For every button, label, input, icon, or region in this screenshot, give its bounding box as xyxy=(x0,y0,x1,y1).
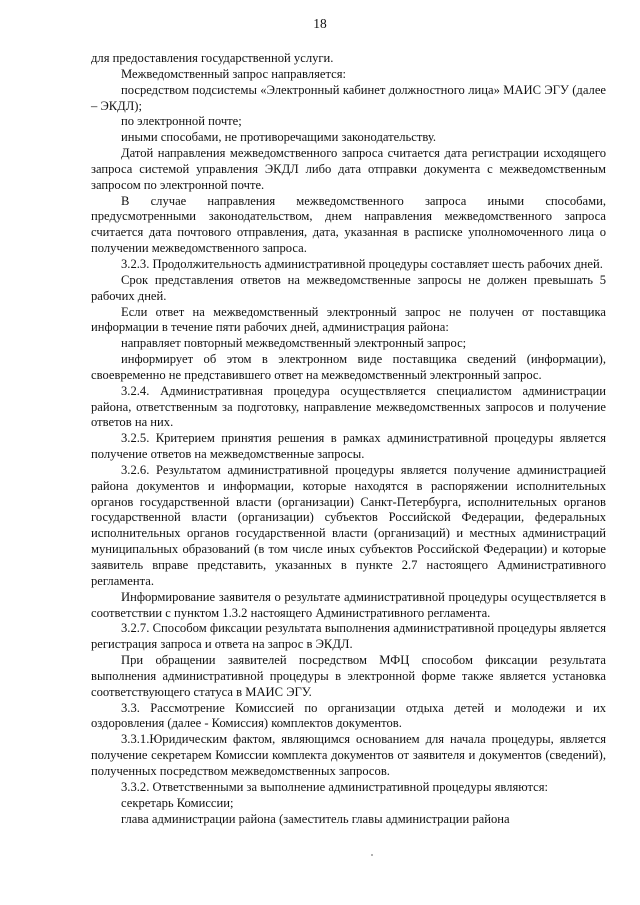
scan-speck xyxy=(371,854,373,856)
paragraph: Если ответ на межведомственный электронный запрос не получен от поставщика информации в течение пяти рабочих дней, администрация района: xyxy=(91,304,606,335)
paragraph: Датой направления межведомственного запроса считается дата регистрации исходящего запроса системой управления ЭКДЛ либо дата отправки документа с межведомственным запросом по электронной почте. xyxy=(91,146,606,192)
paragraph: 3.3.2. Ответственными за выполнение административной процедуры являются: xyxy=(121,779,549,794)
paragraph: по электронной почте; xyxy=(121,114,242,129)
paragraph: направляет повторный межведомственный электронный запрос; xyxy=(121,336,467,351)
paragraph: 3.2.5. Критерием принятия решения в рамках административной процедуры является получение ответов на межведомственные запросы. xyxy=(91,431,606,462)
paragraph: В случае направления межведомственного запроса иными способами, предусмотренными законодательством, днем направления межведомственного запроса считается дата почтового отправления, дата, указанная в расписке уполномоченного лица о получении межведомственного запроса. xyxy=(91,193,606,256)
paragraph: глава администрации района (заместитель главы администрации района xyxy=(121,811,510,826)
paragraph: При обращении заявителей посредством МФЦ способом фиксации результата выполнения административной процедуры в электронной форме также является установка соответствующего статуса в МАИС ЭГУ. xyxy=(91,653,606,699)
paragraph: Информирование заявителя о результате административной процедуры осуществляется в соответствии с пунктом 1.3.2 настоящего Административного регламента. xyxy=(91,589,606,620)
paragraph: Межведомственный запрос направляется: xyxy=(121,66,346,81)
paragraph: 3.3.1.Юридическим фактом, являющимся основанием для начала процедуры, является получение секретарем Комиссии комплекта документов от заявителя и документов (сведений), полученных посредством межведомственных запросов. xyxy=(91,732,606,778)
paragraph: 3.2.7. Способом фиксации результата выполнения административной процедуры является регистрация запроса и ответа на запрос в ЭКДЛ. xyxy=(91,621,606,652)
paragraph: 3.2.3. Продолжительность административной процедуры составляет шесть рабочих дней. xyxy=(121,256,603,271)
page-number: 18 xyxy=(313,16,327,31)
paragraph: посредством подсистемы «Электронный кабинет должностного лица» МАИС ЭГУ (далее – ЭКДЛ); xyxy=(91,82,606,113)
paragraph: 3.2.6. Результатом административной процедуры является получение администрацией района документов и информации, которые находятся в распоряжении исполнительных органов государственной власти (организации) Санкт-Петербурга, исполнительных органов государственной власти (организации) субъектов Российской Федерации, федеральных исполнительных органов государственной власти (организаций) и местных администраций муниципальных образований (в том числе иных субъектов Российской Федерации) и которые заявитель вправе представить, указанных в пункте 2.7 настоящего Административного регламента. xyxy=(91,462,606,588)
paragraph: для предоставления государственной услуги. xyxy=(91,51,334,65)
body-text xyxy=(91,51,606,827)
paragraph: секретарь Комиссии; xyxy=(121,795,234,810)
paragraph: 3.2.4. Административная процедура осуществляется специалистом администрации района, ответственным за подготовку, направление межведомственных запросов и получение ответов на них. xyxy=(91,383,606,430)
paragraph: 3.3. Рассмотрение Комиссией по организации отдыха детей и молодежи и их оздоровления (далее - Комиссия) комплектов документов. xyxy=(91,700,606,731)
paragraph: иными способами, не противоречащими законодательству. xyxy=(121,130,437,145)
paragraph: Срок представления ответов на межведомственные запросы не должен превышать 5 рабочих дней. xyxy=(91,272,606,303)
paragraph: информирует об этом в электронном виде поставщика сведений (информации), своевременно не представившего ответ на межведомственный электронный запрос. xyxy=(91,352,606,382)
